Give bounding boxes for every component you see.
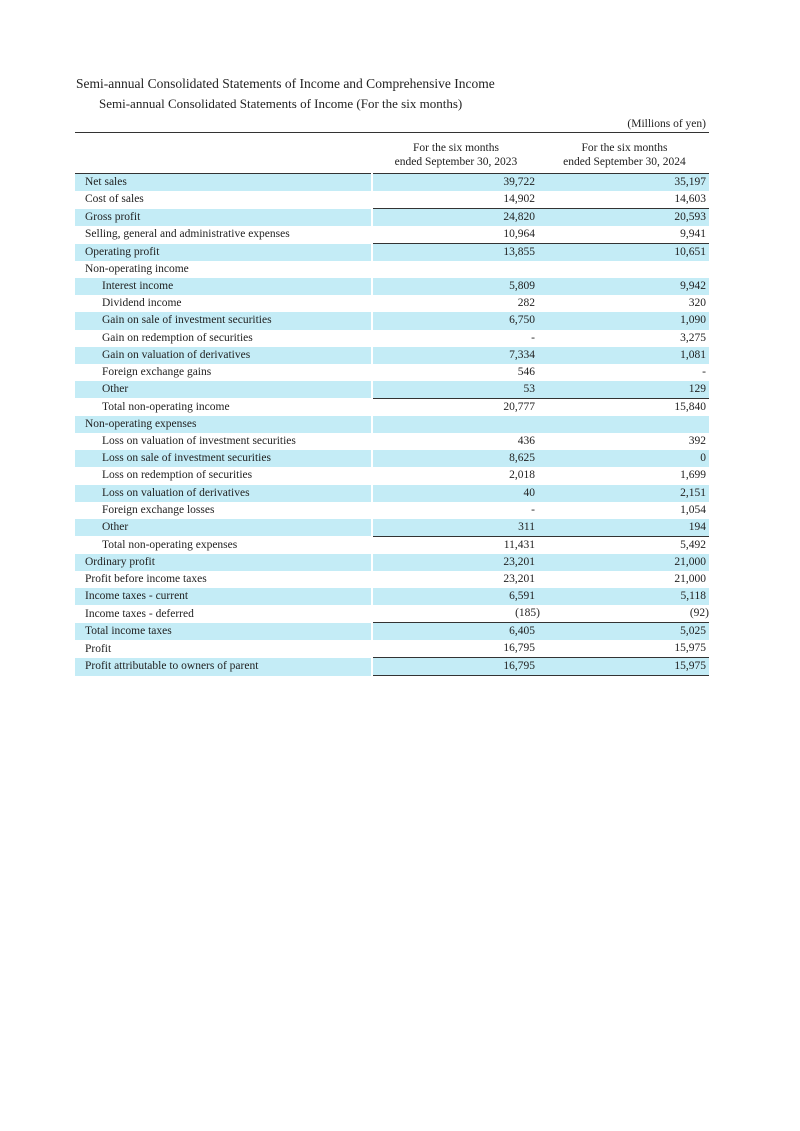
row-label: Gain on redemption of securities (102, 331, 253, 344)
row-label: Profit (85, 642, 112, 655)
value-2024: 10,651 (540, 244, 709, 262)
value-2023: 20,777 (503, 400, 535, 413)
column-header-2023 (372, 133, 540, 173)
table-row (75, 536, 709, 554)
value-2023: 10,964 (372, 226, 540, 244)
row-label: Loss on valuation of investment securities (102, 435, 296, 448)
column-header-2024-line2: ended September 30, 2024 (563, 156, 686, 168)
statement-subtitle: Semi-annual Consolidated Statements of Income (For the six months) (99, 96, 463, 111)
row-label: Foreign exchange gains (102, 365, 212, 378)
table-row (75, 191, 709, 209)
row-label: Gain on sale of investment securities (75, 312, 372, 329)
value-2023: (185) (372, 605, 540, 623)
value-2023: 14,902 (372, 191, 540, 209)
table-row (75, 588, 709, 605)
value-2023: 16,795 (372, 658, 540, 676)
value-2024: 0 (540, 450, 709, 467)
row-label: Ordinary profit (75, 554, 372, 571)
table-row (75, 519, 709, 537)
value-2024: 15,840 (674, 400, 706, 413)
row-label: Interest income (75, 278, 372, 295)
value-2024: 320 (688, 297, 706, 310)
value-2023: - (531, 331, 535, 344)
row-label: Profit before income taxes (85, 573, 207, 586)
value-2024: 9,942 (540, 278, 709, 295)
row-label: Dividend income (102, 297, 182, 310)
value-2024: 14,603 (540, 191, 709, 209)
row-label: Foreign exchange losses (102, 503, 215, 516)
value-2024: 1,090 (540, 312, 709, 329)
value-2024: 1,054 (680, 503, 706, 516)
table-row (75, 364, 709, 381)
table-row (75, 485, 709, 502)
table-row (75, 658, 709, 676)
value-2023: 5,809 (372, 278, 540, 295)
table-row (75, 295, 709, 312)
value-2024 (540, 261, 709, 278)
value-2023: 24,820 (372, 209, 540, 227)
value-2023: 40 (372, 485, 540, 502)
table-row (75, 450, 709, 467)
table-row (75, 640, 709, 658)
value-2024: 194 (540, 519, 709, 537)
table-row (75, 347, 709, 364)
value-2023: 11,431 (503, 538, 535, 551)
value-2024: 9,941 (540, 226, 709, 244)
table-row (75, 278, 709, 295)
value-2023: 7,334 (372, 347, 540, 364)
value-2023: - (531, 503, 535, 516)
value-2024: 2,151 (540, 485, 709, 502)
row-label: Loss on sale of investment securities (75, 450, 372, 467)
row-label: Loss on valuation of derivatives (75, 485, 372, 502)
table-row (75, 244, 709, 262)
row-label: Selling, general and administrative expenses (85, 228, 290, 241)
column-header-2024-line1: For the six months (581, 142, 668, 154)
table-row (75, 605, 709, 623)
value-2024: 392 (688, 435, 706, 448)
value-2023: 16,795 (372, 640, 540, 658)
value-2024: 5,025 (540, 623, 709, 641)
row-label: Income taxes - deferred (85, 607, 194, 620)
table-row (75, 209, 709, 227)
column-header-blank (75, 133, 372, 173)
value-2023 (372, 261, 540, 278)
value-2024: - (702, 365, 706, 378)
row-label: Non-operating income (85, 263, 189, 276)
row-label: Gain on valuation of derivatives (75, 347, 372, 364)
row-label: Gross profit (75, 209, 372, 227)
table-row (75, 226, 709, 244)
value-2024: 20,593 (540, 209, 709, 227)
value-2023: 546 (517, 365, 535, 378)
table-row (75, 554, 709, 571)
row-label: Operating profit (75, 244, 372, 262)
value-2023: 6,750 (372, 312, 540, 329)
value-2023 (372, 416, 540, 433)
value-2024: 129 (540, 381, 709, 399)
table-row (75, 502, 709, 519)
value-2024: 15,975 (540, 658, 709, 676)
row-label: Total non-operating income (102, 400, 230, 413)
table-row (75, 261, 709, 278)
row-label: Profit attributable to owners of parent (75, 658, 372, 676)
column-headers (75, 133, 709, 173)
value-2023: 53 (372, 381, 540, 399)
column-header-2023-line2: ended September 30, 2023 (394, 156, 518, 168)
value-2023: 2,018 (509, 469, 535, 482)
value-2023: 6,405 (372, 623, 540, 641)
row-label: Loss on redemption of securities (102, 469, 253, 482)
value-2023: 23,201 (503, 573, 535, 586)
income-table (75, 173, 709, 676)
value-2024: 1,081 (540, 347, 709, 364)
value-2024: 15,975 (540, 640, 709, 658)
value-2024: 5,118 (540, 588, 709, 605)
value-2024: 3,275 (680, 331, 706, 344)
value-2024 (540, 416, 709, 433)
table-row (75, 174, 709, 192)
column-header-2023-line1: For the six months (413, 142, 499, 154)
row-label: Total non-operating expenses (102, 538, 238, 551)
value-2024: 1,699 (680, 469, 706, 482)
value-2024: 21,000 (674, 573, 706, 586)
table-row (75, 398, 709, 416)
table-row (75, 312, 709, 329)
row-label: Other (75, 381, 372, 399)
statement-title: Semi-annual Consolidated Statements of Income and Comprehensive Income (76, 76, 495, 91)
value-2024: 21,000 (540, 554, 709, 571)
value-2024: 5,492 (680, 538, 706, 551)
value-2024: 35,197 (540, 174, 709, 192)
table-row (75, 330, 709, 347)
table-row (75, 416, 709, 433)
value-2023: 8,625 (372, 450, 540, 467)
table-row (75, 433, 709, 450)
table-row (75, 571, 709, 588)
value-2023: 39,722 (372, 174, 540, 192)
value-2023: 6,591 (372, 588, 540, 605)
row-label: Total income taxes (75, 623, 372, 641)
row-label: Other (75, 519, 372, 537)
column-header-2024 (540, 133, 709, 173)
value-2023: 436 (517, 435, 535, 448)
value-2023: 13,855 (372, 244, 540, 262)
row-label: Net sales (75, 174, 372, 192)
units-label: (Millions of yen) (627, 118, 706, 130)
table-row (75, 467, 709, 484)
value-2023: 23,201 (372, 554, 540, 571)
row-label: Cost of sales (85, 193, 144, 206)
value-2023: 311 (372, 519, 540, 537)
value-2023: 282 (517, 297, 535, 310)
income-statement (75, 118, 709, 676)
row-label: Income taxes - current (75, 588, 372, 605)
row-label: Non-operating expenses (75, 416, 372, 433)
value-2024: (92) (540, 605, 709, 623)
table-row (75, 623, 709, 641)
table-row (75, 381, 709, 399)
